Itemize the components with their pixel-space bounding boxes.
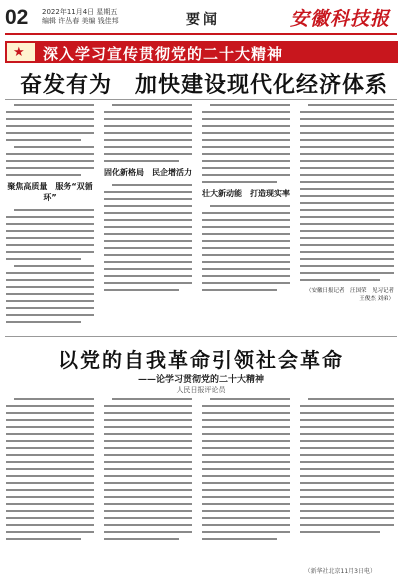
column-banner (5, 41, 398, 63)
column-title: 深入学习宣传贯彻党的二十大精神 (43, 45, 284, 63)
section-title: 要闻 (186, 12, 220, 28)
editor-line: 编辑 许丛春 美编 钱佳邦 (42, 17, 119, 25)
article2-column-4 (300, 398, 394, 538)
subhead-1: 聚焦高质量 服务“双循环” (7, 182, 93, 202)
article2-column-2 (104, 398, 192, 545)
article1-byline: （安徽日报记者 汪国荣 见习记者 王俊杰 刘弟） (305, 288, 400, 302)
article1-headline: 奋发有为 加快建设现代化经济体系 (20, 73, 389, 98)
article2-column-3 (202, 398, 290, 545)
subhead-3: 壮大新动能 打造现实率 (202, 189, 290, 198)
article1-column-1 (6, 104, 94, 328)
masthead-logo: 安徽科技报 (289, 8, 390, 30)
article2-column-1 (6, 398, 94, 545)
article2-end-note: （新华社北京11月3日电） (304, 568, 376, 575)
headline-rule (5, 99, 397, 100)
article1-column-2 (104, 104, 192, 296)
flag-icon: ★ (7, 43, 35, 61)
date-block (42, 8, 119, 26)
article2-title: 以党的自我革命引领社会革命 (58, 348, 344, 372)
article-divider (5, 336, 397, 337)
article2-subtitle: ——论学习贯彻党的二十大精神 (137, 375, 264, 385)
header-rule (5, 33, 397, 35)
article2-author: 人民日报评论员 (176, 386, 226, 394)
article1-column-3 (202, 104, 290, 296)
page-number: 02 (5, 6, 29, 29)
article1-column-4 (300, 104, 400, 308)
page-header (0, 0, 402, 40)
date-line: 2022年11月4日 星期五 (42, 8, 118, 16)
subhead-2: 固化新格局 民企增活力 (104, 168, 192, 177)
